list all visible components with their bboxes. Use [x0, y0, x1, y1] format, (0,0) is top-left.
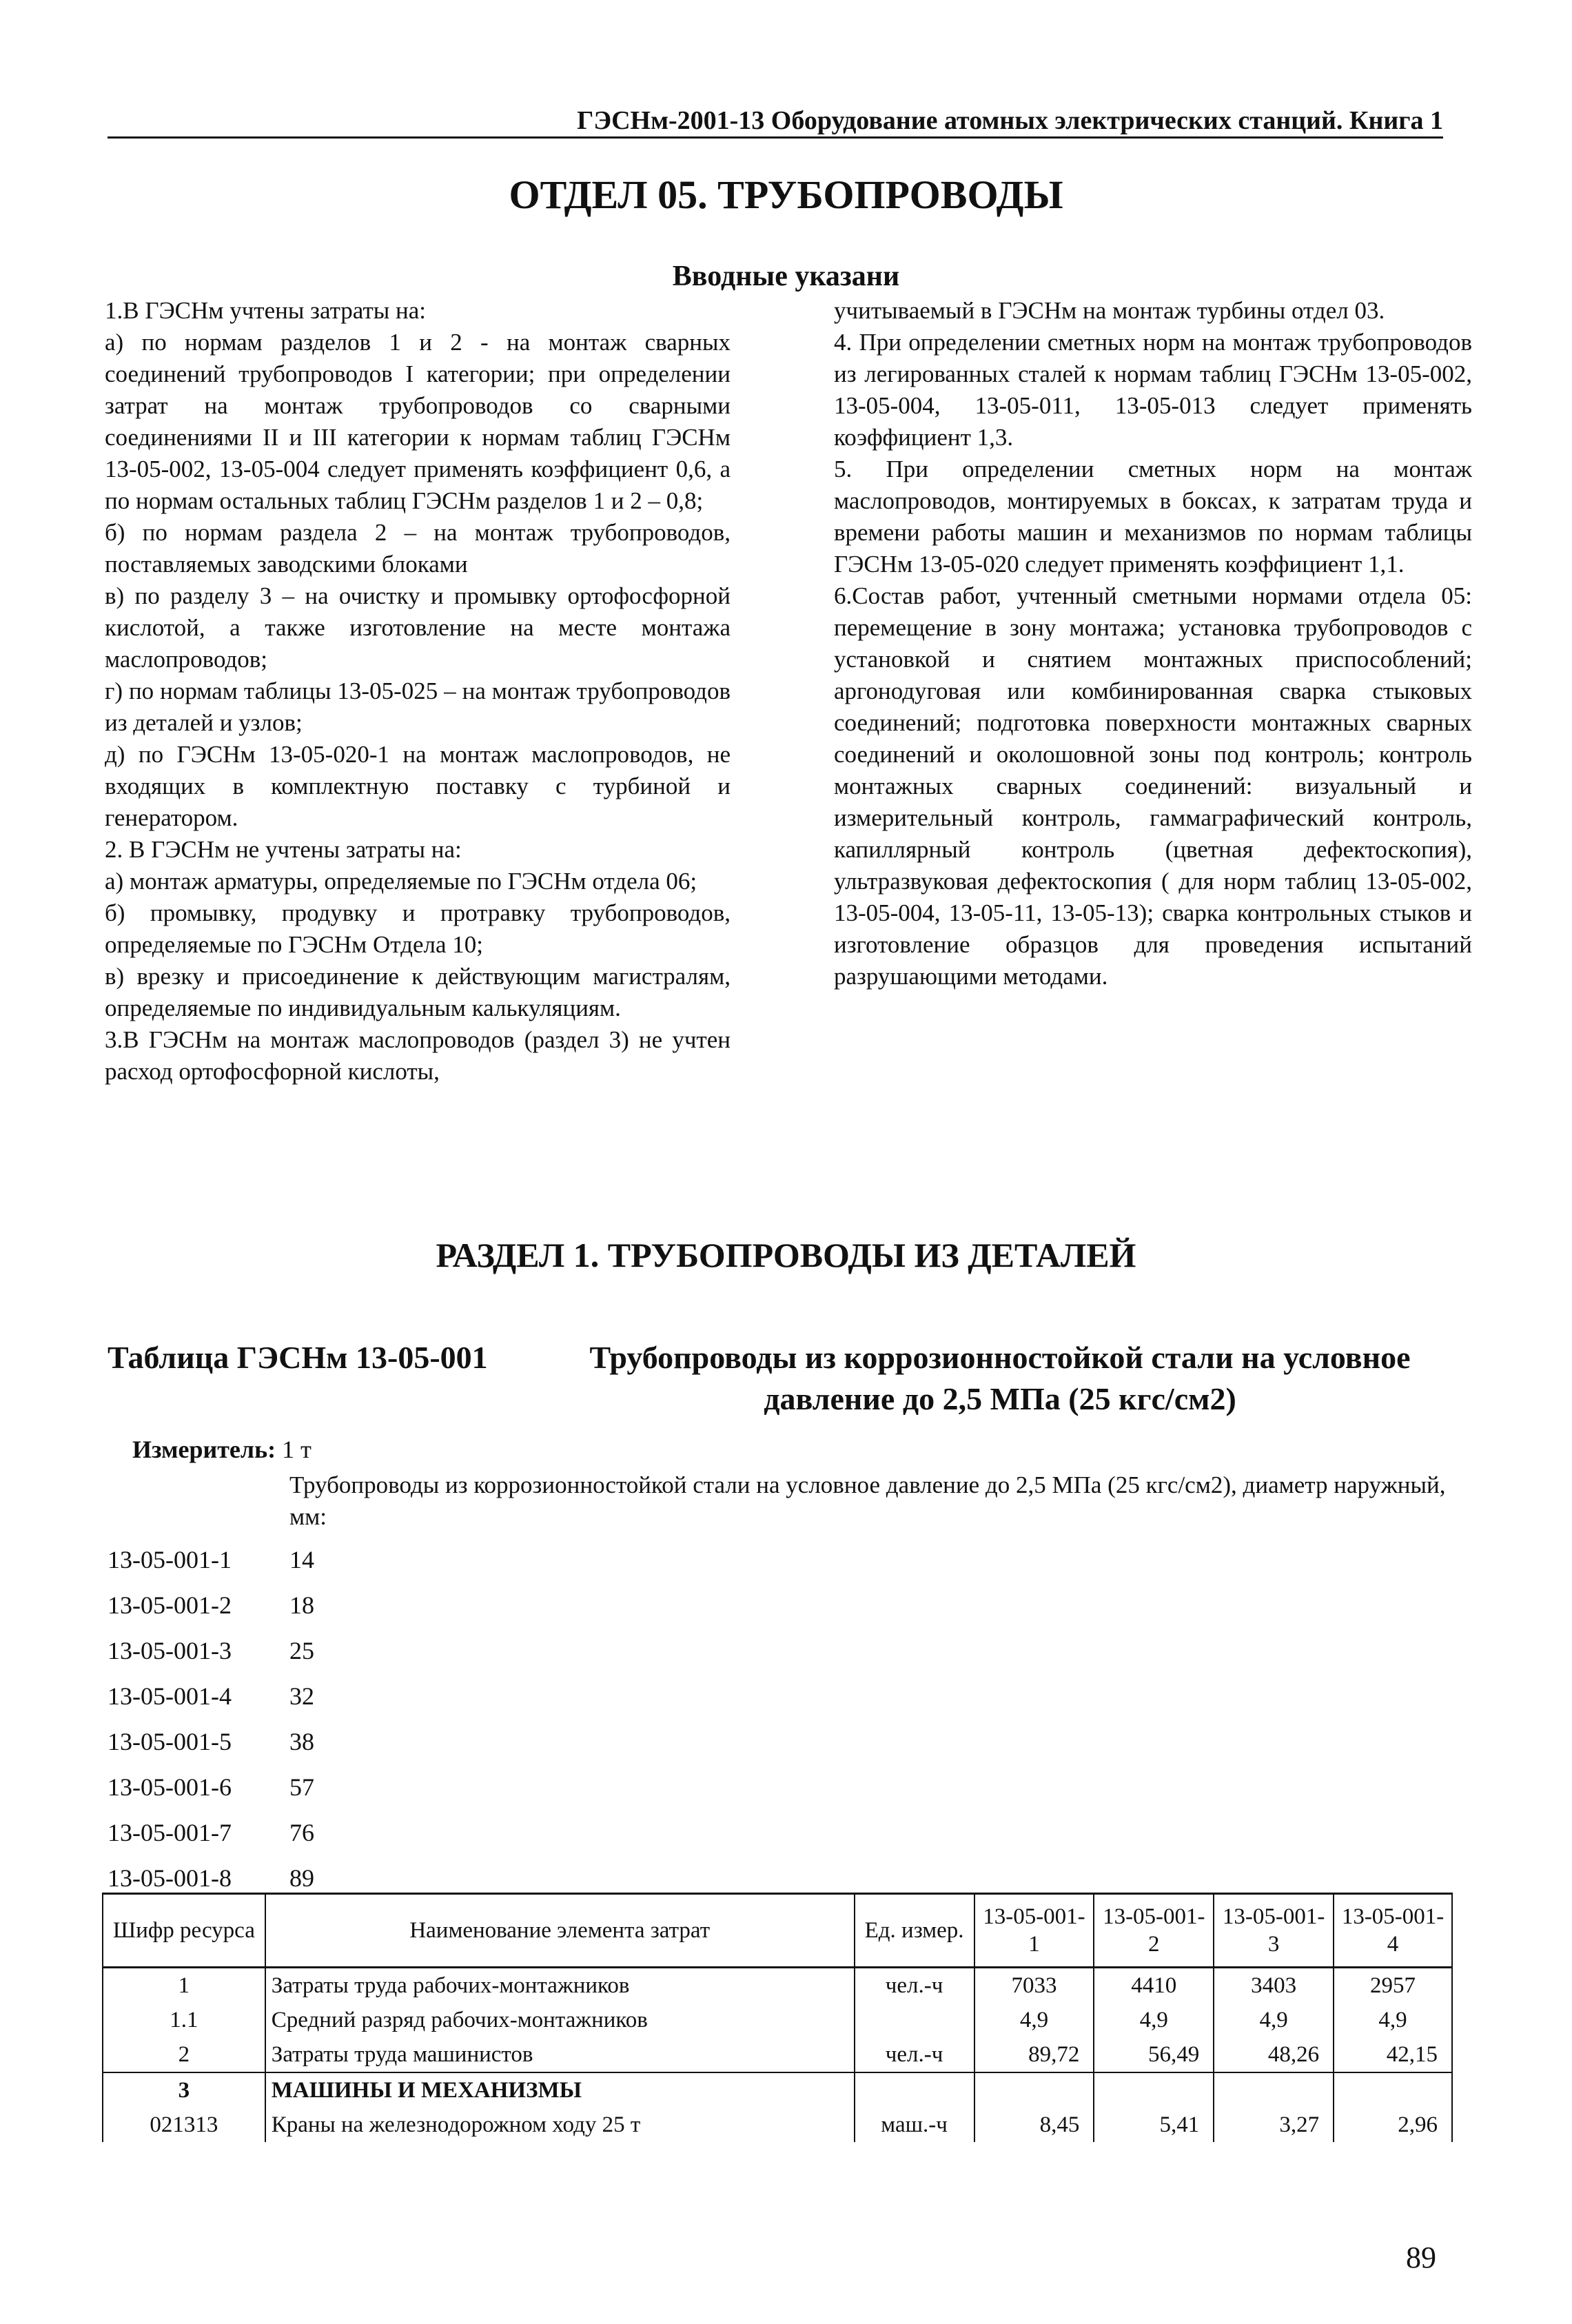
list-item: [108, 1544, 372, 1589]
intro-paragraph: в) врезку и присоединение к действующим магистралям, определяемые по индивидуальным калькуляциям.: [105, 963, 731, 1021]
intro-right-column: [834, 295, 1472, 992]
resource-name: Краны на железнодорожном ходу 25 т: [265, 2108, 855, 2142]
resource-code: 021313: [103, 2108, 265, 2142]
section-title: РАЗДЕЛ 1. ТРУБОПРОВОДЫ ИЗ ДЕТАЛЕЙ: [436, 1236, 1136, 1274]
resource-code: 2: [103, 2037, 265, 2072]
intro-paragraph: б) промывку, продувку и протравку трубопроводов, определяемые по ГЭСНм Отдела 10;: [105, 899, 731, 958]
resource-value: 7033: [974, 1968, 1094, 2004]
running-header: ГЭСНм-2001-13 Оборудование атомных электрических станций. Книга 1: [108, 105, 1443, 139]
norm-diameter: 32: [289, 1682, 314, 1710]
table-caption-title: Трубопроводы из коррозионностойкой стали на условное давление до 2,5 МПа (25 кгс/см2): [589, 1340, 1411, 1416]
list-item: [108, 1771, 372, 1817]
intro-paragraph: д) по ГЭСНм 13-05-020-1 на монтаж маслопроводов, не входящих в комплектную поставку с турбиной и генератором.: [105, 741, 731, 831]
intro-title: Вводные указани: [672, 261, 900, 292]
resource-unit: [855, 2072, 974, 2108]
resource-value: 8,45: [974, 2108, 1094, 2142]
resource-name: Средний разряд рабочих-монтажников: [265, 2003, 855, 2037]
table-caption-label: Таблица ГЭСНм 13-05-001: [108, 1340, 488, 1375]
norm-code: 13-05-001-2: [108, 1591, 232, 1619]
resource-code: 1.1: [103, 2003, 265, 2037]
resource-value: 4,9: [1094, 2003, 1214, 2037]
table-row: [103, 2037, 1452, 2072]
measure-label: Измеритель:: [132, 1436, 276, 1463]
list-item: [108, 1817, 372, 1862]
resource-value: [1094, 2072, 1214, 2108]
intro-paragraph: в) по разделу 3 – на очистку и промывку ортофосфорной кислотой, а также изготовление на месте монтажа маслопроводов;: [105, 582, 731, 673]
norm-code: 13-05-001-8: [108, 1864, 232, 1892]
resource-value: 2957: [1334, 1968, 1452, 2004]
intro-paragraph: 3.В ГЭСНм на монтаж маслопроводов (раздел 3) не учтен расход ортофосфорной кислоты,: [105, 1026, 731, 1085]
intro-paragraph: 2. В ГЭСНм не учтены затраты на:: [105, 836, 462, 863]
list-item: [108, 1726, 372, 1771]
table-row: [103, 2072, 1452, 2108]
resource-value: 4,9: [974, 2003, 1094, 2037]
column-header: Наименование элемента затрат: [265, 1894, 855, 1968]
list-item: [108, 1635, 372, 1680]
intro-paragraph: 6.Состав работ, учтенный сметными нормами отдела 05: перемещение в зону монтажа; установка трубопроводов с установкой и снятием монтажных приспособлений; аргонодуговая или комбинированная сварка стыковых соединений; подготовка поверхности монтажных сварных соединений и околошовной зоны под контроль; контроль монтажных сварных соединений: визуальный и измерительный контроль, гаммаграфический контроль, капиллярный контроль (цветная дефектоскопия), ультразвуковая дефектоскопия ( для норм таблиц 13-05-002, 13-05-004, 13-05-11, 13-05-13); сварка контрольных стыков и изготовление образцов для проведения испытаний разрушающими методами.: [834, 582, 1472, 990]
resource-value: [1334, 2072, 1452, 2108]
intro-left-column: [105, 295, 731, 1088]
resource-value: 3403: [1214, 1968, 1334, 2004]
norm-diameter: 25: [289, 1637, 314, 1664]
resource-value: [1214, 2072, 1334, 2108]
intro-paragraph: 5. При определении сметных норм на монтаж маслопроводов, монтируемых в боксах, к затратам труда и времени работы машин и механизмов по нормам таблицы ГЭСНм 13-05-020 следует применять коэффициент 1,1.: [834, 456, 1472, 578]
norm-code: 13-05-001-7: [108, 1819, 232, 1846]
resource-value: 4410: [1094, 1968, 1214, 2004]
resource-code: 1: [103, 1968, 265, 2004]
norm-code: 13-05-001-1: [108, 1546, 232, 1573]
resource-unit: чел.-ч: [855, 1968, 974, 2004]
resource-value: 4,9: [1334, 2003, 1452, 2037]
resource-table: [102, 1893, 1453, 2142]
resource-name: Затраты труда рабочих-монтажников: [265, 1968, 855, 2004]
intro-paragraph: 1.В ГЭСНм учтены затраты на:: [105, 297, 426, 324]
list-item: [108, 1680, 372, 1726]
intro-paragraph: учитываемый в ГЭСНм на монтаж турбины отдел 03.: [834, 297, 1385, 324]
measure-value: 1 т: [282, 1436, 312, 1463]
resource-value: 5,41: [1094, 2108, 1214, 2142]
resource-unit: чел.-ч: [855, 2037, 974, 2072]
column-header: Шифр ресурса: [103, 1894, 265, 1968]
norm-diameter: 57: [289, 1773, 314, 1801]
resource-value: 48,26: [1214, 2037, 1334, 2072]
department-title: ОТДЕЛ 05. ТРУБОПРОВОДЫ: [509, 172, 1063, 217]
resource-value: 4,9: [1214, 2003, 1334, 2037]
column-header: 13-05-001-4: [1334, 1894, 1452, 1968]
norm-diameter: 18: [289, 1591, 314, 1619]
intro-paragraph: 4. При определении сметных норм на монтаж трубопроводов из легированных сталей к нормам таблиц ГЭСНм 13-05-002, 13-05-004, 13-05-011, 13-05-013 следует применять коэффициент 1,3.: [834, 329, 1472, 451]
table-row: [103, 1968, 1452, 2004]
resource-unit: маш.-ч: [855, 2108, 974, 2142]
resource-unit: [855, 2003, 974, 2037]
norm-code: 13-05-001-5: [108, 1728, 232, 1755]
column-header: 13-05-001-1: [974, 1894, 1094, 1968]
norm-diameter: 38: [289, 1728, 314, 1755]
norm-code-list: [108, 1544, 372, 1908]
resource-value: 2,96: [1334, 2108, 1452, 2142]
norm-diameter: 76: [289, 1819, 314, 1846]
resource-value: 89,72: [974, 2037, 1094, 2072]
pipe-description: Трубопроводы из коррозионностойкой стали на условное давление до 2,5 МПа (25 кгс/см2), диаметр наружный, мм:: [289, 1471, 1446, 1530]
resource-name: Затраты труда машинистов: [265, 2037, 855, 2072]
table-header-row: [103, 1894, 1452, 1968]
resource-code: 3: [103, 2072, 265, 2108]
resource-value: 56,49: [1094, 2037, 1214, 2072]
table-row: [103, 2108, 1452, 2142]
norm-code: 13-05-001-6: [108, 1773, 232, 1801]
table-row: [103, 2003, 1452, 2037]
page-number: 89: [1406, 2241, 1436, 2274]
column-header: 13-05-001-2: [1094, 1894, 1214, 1968]
norm-code: 13-05-001-3: [108, 1637, 232, 1664]
resource-value: [974, 2072, 1094, 2108]
column-header: Ед. измер.: [855, 1894, 974, 1968]
norm-diameter: 14: [289, 1546, 314, 1573]
column-header: 13-05-001-3: [1214, 1894, 1334, 1968]
measure-unit: [132, 1434, 312, 1465]
intro-paragraph: а) по нормам разделов 1 и 2 - на монтаж сварных соединений трубопроводов I категории; при определении затрат на монтаж трубопроводов со сварными соединениями II и III категории к нормам таблиц ГЭСНм 13-05-002, 13-05-004 следует применять коэффициент 0,6, а по нормам остальных таблиц ГЭСНм разделов 1 и 2 – 0,8;: [105, 329, 731, 514]
resource-value: 42,15: [1334, 2037, 1452, 2072]
intro-paragraph: б) по нормам раздела 2 – на монтаж трубопроводов, поставляемых заводскими блоками: [105, 519, 731, 578]
resource-value: 3,27: [1214, 2108, 1334, 2142]
norm-diameter: 89: [289, 1864, 314, 1892]
list-item: [108, 1589, 372, 1635]
resource-name: МАШИНЫ И МЕХАНИЗМЫ: [265, 2072, 855, 2108]
intro-paragraph: а) монтаж арматуры, определяемые по ГЭСНм отдела 06;: [105, 868, 697, 895]
intro-paragraph: г) по нормам таблицы 13-05-025 – на монтаж трубопроводов из деталей и узлов;: [105, 677, 731, 736]
norm-code: 13-05-001-4: [108, 1682, 232, 1710]
